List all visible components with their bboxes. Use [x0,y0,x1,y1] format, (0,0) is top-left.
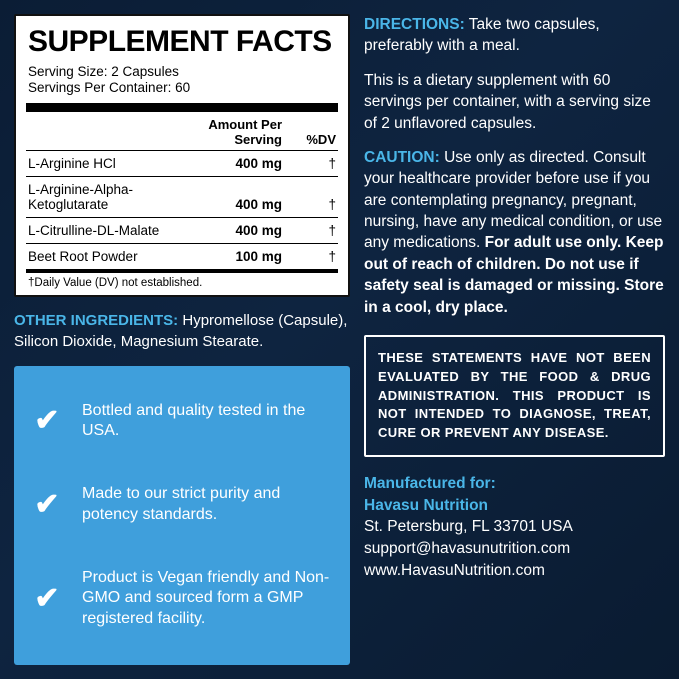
fda-disclaimer: THESE STATEMENTS HAVE NOT BEEN EVALUATED BY THE FOOD & DRUG ADMINISTRATION. THIS PRODUCT IS NOT INTENDED TO DIAGNOSE, TREAT, CURE OR PREVENT ANY DISEASE. [364,335,665,457]
description-text: This is a dietary supplement with 60 servings per container, with a serving size of 2 unflavored capsules. [364,71,651,132]
nutrient-dv: † [290,177,338,218]
thick-divider [26,103,338,112]
manufacturer-name: Havasu Nutrition [364,496,489,514]
table-row [26,218,338,244]
column-dv: %DV [306,132,336,148]
benefits-panel [14,366,350,665]
list-item [20,478,338,532]
other-ingredients-text: Hypromellose (Capsule), Silicon Dioxide, Magnesium Stearate. [14,312,348,350]
left-column [14,14,350,665]
directions-text: Take two capsules, preferably with a meal. [364,16,600,55]
nutrient-name: L-Arginine HCl [26,151,180,177]
manufacturer-address: St. Petersburg, FL 33701 USA [364,518,573,536]
daily-value-footnote: †Daily Value (DV) not established. [28,277,203,290]
caution-label: CAUTION: [364,148,440,166]
serving-size: Serving Size: 2 Capsules [28,63,179,79]
check-icon: ✔ [34,487,60,521]
table-row [26,177,338,218]
directions-label: DIRECTIONS: [364,16,465,33]
column-nutrient [26,112,180,151]
supplement-facts-panel [14,14,350,297]
table-row [26,151,338,177]
right-column [364,14,665,665]
other-ingredients [14,311,350,352]
nutrient-amount: 100 mg [180,244,290,270]
benefit-text: Bottled and quality tested in the USA. [82,401,306,440]
nutrient-name: L-Citrulline-DL-Malate [26,218,180,244]
benefit-text: Product is Vegan friendly and Non-GMO and sourced form a GMP registered facility. [82,568,330,628]
directions-block [364,14,665,57]
nutrient-name: L-Arginine-Alpha-Ketoglutarate [26,177,180,218]
check-icon: ✔ [34,404,60,438]
caution-block [364,147,665,318]
list-item [20,562,338,636]
caution-text-bold: For adult use only. Keep out of reach of children. Do not use if safety seal is damaged or missing. Store in a cool, dry place. [364,234,664,316]
caution-text: Use only as directed. Consult your healthcare provider before use if you are contemplating pregnancy, pregnant, nursing, have any medical condition, or use any medications. [364,148,663,252]
spacer [364,582,665,665]
table-header-row [26,112,338,151]
supplement-facts-title: SUPPLEMENT FACTS [28,25,332,58]
nutrient-dv: † [290,244,338,270]
manufacturer-website: www.HavasuNutrition.com [364,561,545,579]
benefit-text: Made to our strict purity and potency standards. [82,485,281,523]
column-amount-per-serving: Amount Per Serving [208,117,282,148]
list-item [20,395,338,449]
nutrient-dv: † [290,218,338,244]
manufacturer-block [364,473,665,581]
table-row [26,244,338,270]
check-icon: ✔ [34,581,60,615]
manufacturer-email: support@havasunutrition.com [364,540,571,558]
nutrient-amount: 400 mg [180,218,290,244]
supplement-facts-table [26,112,338,269]
manufactured-for-label: Manufactured for: [364,475,496,493]
other-ingredients-label: OTHER INGREDIENTS: [14,312,179,330]
servings-per-container: Servings Per Container: 60 [28,80,191,96]
nutrient-name: Beet Root Powder [26,244,180,270]
nutrient-amount: 400 mg [180,177,290,218]
description-block [364,70,665,134]
nutrient-dv: † [290,151,338,177]
nutrient-amount: 400 mg [180,151,290,177]
